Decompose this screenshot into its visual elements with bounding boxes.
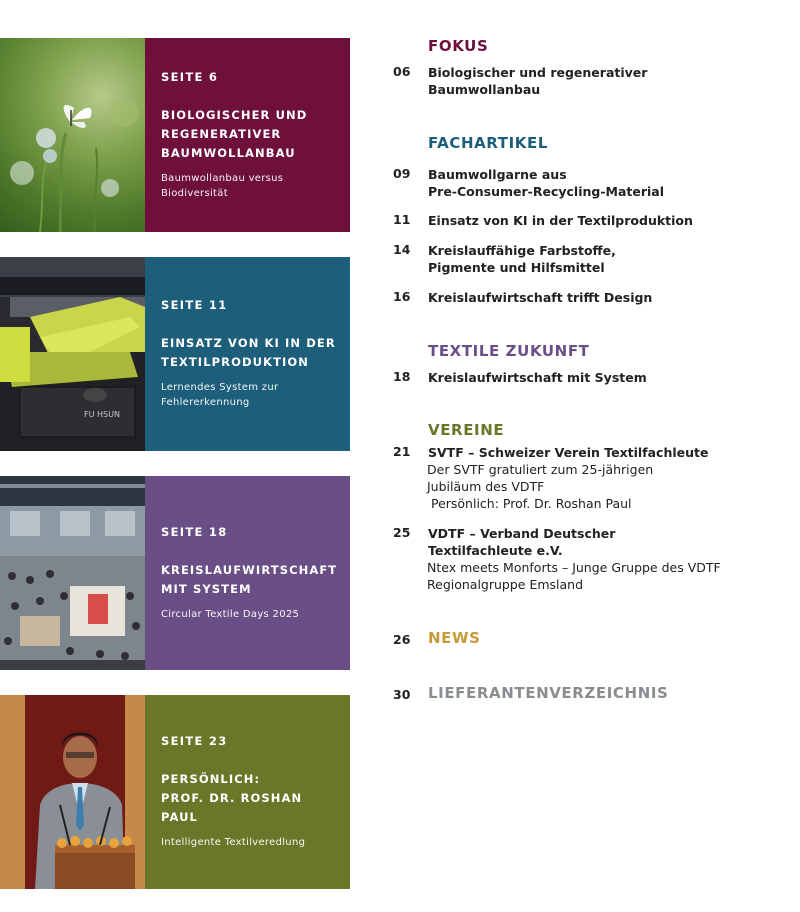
- section-heading-vereine: VEREINE: [428, 421, 505, 439]
- teaser-subline: Lernendes System zur Fehlererkennung: [161, 382, 279, 408]
- teaser-panel: [145, 257, 350, 451]
- machine-illustration: [0, 257, 145, 451]
- section-heading-fachartikel: FACHARTIKEL: [428, 134, 549, 152]
- page-reference: SEITE 6: [161, 69, 219, 84]
- teaser-headline: KREISLAUFWIRTSCHAFT MIT SYSTEM: [161, 562, 338, 596]
- toc-page-number: 06: [393, 64, 411, 79]
- toc-page-number: 14: [393, 242, 411, 257]
- teaser-panel: [145, 476, 350, 670]
- toc-page-number: 26: [393, 632, 411, 647]
- trade-fair-hall-photo: [0, 476, 145, 670]
- teaser-card-cotton[interactable]: [0, 38, 350, 232]
- toc-entry-subtitle: Der SVTF gratuliert zum 25-jährigen Jubiläum des VDTF Persönlich: Prof. Dr. Roshan Paul: [427, 462, 654, 511]
- page-reference: SEITE 23: [161, 734, 228, 748]
- section-heading-textile-zukunft: TEXTILE ZUKUNFT: [428, 342, 590, 360]
- teaser-panel: [145, 695, 350, 889]
- toc-page-number: 11: [393, 212, 411, 227]
- speaker-at-podium-photo: [0, 695, 145, 889]
- teaser-card-kreislauf[interactable]: [0, 476, 350, 670]
- toc-page-number: 09: [393, 166, 411, 181]
- teaser-headline: EINSATZ VON KI IN DER TEXTILPRODUKTION: [161, 336, 336, 369]
- teaser-panel: [145, 38, 350, 232]
- speaker-illustration: [0, 695, 145, 889]
- teaser-card-ki[interactable]: [0, 257, 350, 451]
- toc-page-number: 16: [393, 289, 411, 304]
- butterfly-on-meadow-photo: [0, 38, 145, 232]
- teaser-subline: Intelligente Textilveredlung: [161, 837, 306, 848]
- toc-page-number: 30: [393, 687, 411, 702]
- teaser-headline: PERSÖNLICH: PROF. DR. ROSHAN PAUL: [161, 772, 303, 824]
- page-reference: SEITE 11: [161, 298, 228, 312]
- toc-entry-title: Kreislauffähige Farbstoffe, Pigmente und Hilfsmittel: [428, 243, 616, 275]
- teaser-subline: Circular Textile Days 2025: [161, 608, 300, 620]
- teaser-subline: Baumwollanbau versus Biodiversität: [161, 172, 284, 199]
- toc-entry-title: Einsatz von KI in der Textilproduktion: [428, 213, 693, 228]
- toc-entry-title: SVTF – Schweizer Verein Textilfachleute: [428, 445, 709, 460]
- fair-illustration: [0, 476, 145, 670]
- teaser-headline: BIOLOGISCHER UND REGENERATIVER BAUMWOLLANBAU: [161, 107, 308, 160]
- meadow-illustration: [0, 38, 145, 232]
- toc-page-number: 18: [393, 369, 411, 384]
- teaser-card-persoenlich[interactable]: [0, 695, 350, 889]
- toc-page-number: 21: [393, 444, 411, 459]
- page-reference: SEITE 18: [161, 524, 228, 539]
- toc-entry-title: Kreislaufwirtschaft trifft Design: [428, 290, 653, 305]
- toc-entry-title: Biologischer und regenerativer Baumwollanbau: [428, 65, 648, 97]
- toc-entry-title: VDTF – Verband Deutscher Textilfachleute e.V.: [428, 526, 616, 558]
- machine-brand-label: FU HSUN: [84, 410, 120, 419]
- section-heading-news: NEWS: [428, 629, 481, 647]
- toc-entry-subtitle: Ntex meets Monforts – Junge Gruppe des VDTF Regionalgruppe Emsland: [427, 560, 721, 592]
- section-heading-fokus: FOKUS: [428, 37, 489, 55]
- textile-machine-photo: [0, 257, 145, 451]
- toc-entry-title: Baumwollgarne aus Pre-Consumer-Recycling-Material: [428, 167, 665, 199]
- section-heading-lieferantenverzeichnis: LIEFERANTENVERZEICHNIS: [428, 684, 669, 702]
- toc-entry-title: Kreislaufwirtschaft mit System: [428, 370, 647, 385]
- toc-page-number: 25: [393, 525, 411, 540]
